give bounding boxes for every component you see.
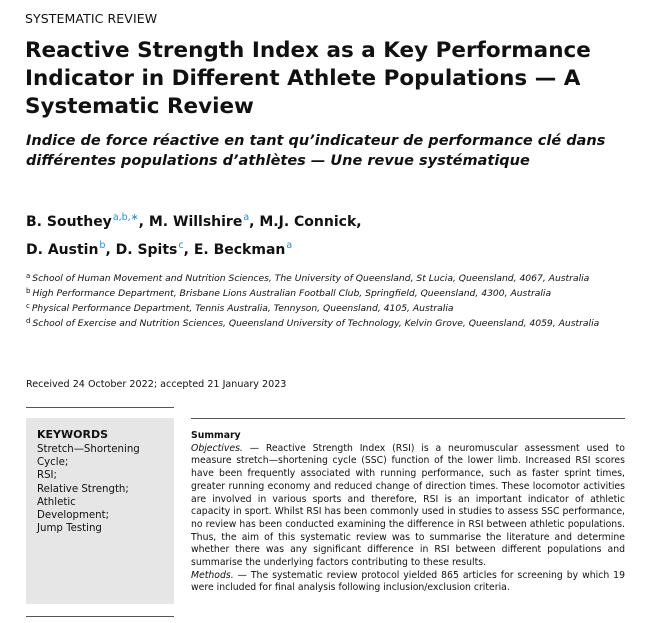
objectives-paragraph xyxy=(191,443,625,570)
keywords-panel xyxy=(26,418,174,604)
keyword-line: Stretch—Shortening xyxy=(37,444,140,455)
keywords-list xyxy=(37,443,140,535)
keyword-line: Relative Strength; xyxy=(37,483,129,495)
author-affiliation-ref[interactable]: c xyxy=(178,240,184,251)
affiliation-text: School of Exercise and Nutrition Sciences, Queensland University of Technology, Kelvin Grove, Queensland, 4059, Australia xyxy=(32,318,600,329)
affiliation-marker: c xyxy=(26,302,30,310)
author-list xyxy=(26,206,626,262)
affiliation xyxy=(26,315,626,330)
affiliation-text: Physical Performance Department, Tennis Australia, Tennyson, Queensland, 4105, Australia xyxy=(31,303,454,314)
author-name: M.J. Connick xyxy=(259,214,357,230)
methods-label: Methods. xyxy=(191,569,234,581)
affiliation xyxy=(26,285,626,300)
author-separator: , xyxy=(105,242,116,258)
received-dates: Received 24 October 2022; accepted 21 January 2023 xyxy=(26,379,287,390)
author-name: B. Southey xyxy=(26,214,112,230)
keyword-line: Jump Testing xyxy=(37,523,102,535)
keyword-line: RSI; xyxy=(37,470,57,482)
affiliation-text: High Performance Department, Brisbane Lions Australian Football Club, Springfield, Queensland, 4300, Australia xyxy=(32,288,552,299)
author-affiliation-ref[interactable]: a,b,∗ xyxy=(112,212,139,223)
author-name: M. Willshire xyxy=(148,214,243,230)
author-affiliation-ref[interactable]: a xyxy=(286,240,293,251)
methods-text: — The systematic review protocol yielded 865 articles for screening by which 19 were included for final analysis following inclusion/exclusion criteria. xyxy=(191,569,625,594)
author-affiliation-ref[interactable]: a xyxy=(243,212,250,223)
author-separator: , xyxy=(249,214,260,230)
author-name: E. Beckman xyxy=(193,242,286,258)
author-name: D. Austin xyxy=(26,242,99,258)
keyword-line: Athletic xyxy=(37,496,76,508)
section-label: SYSTEMATIC REVIEW xyxy=(25,11,158,26)
divider xyxy=(191,418,625,419)
keyword-line: Development; xyxy=(37,510,110,522)
author-separator: , xyxy=(356,214,362,230)
keyword-line: Cycle; xyxy=(37,457,69,469)
article-title: Reactive Strength Index as a Key Performance Indicator in Different Athlete Populations — A Systematic Review xyxy=(25,38,591,119)
divider xyxy=(26,407,174,408)
author-name: D. Spits xyxy=(115,242,178,258)
affiliation xyxy=(26,270,626,285)
affiliation-text: School of Human Movement and Nutrition Sciences, The University of Queensland, St Lucia, Queensland, 4067, Australia xyxy=(32,273,590,284)
affiliation-marker: b xyxy=(26,287,31,295)
affiliation-marker: d xyxy=(26,317,31,325)
summary-heading: Summary xyxy=(191,430,241,441)
summary-section xyxy=(191,430,625,595)
methods-paragraph xyxy=(191,570,625,595)
objectives-text: — Reactive Strength Index (RSI) is a neuromuscular assessment used to measure stretch—shortening cycle (SSC) function of the lower limb. Increased RSI scores have been frequently associated with running performance, such as faster sprint times, greater running economy and reduced change of direction times. These locomotor activities are involved in various sports and therefore, RSI is an important indicator of athletic capacity in sport. Whilst RSI has been commonly used in studies to assess SSC performance, no review has been conducted examining the difference in RSI between athletic populations. Thus, the aim of this systematic review was to summarise the literature and determine whether there was any significant difference in RSI between different populations and summarise the underlying factors contributing to these results. xyxy=(191,442,625,569)
keywords-heading: KEYWORDS xyxy=(37,428,109,441)
objectives-label: Objectives. xyxy=(191,442,243,454)
french-title: Indice de force réactive en tant qu’indicateur de performance clé dans différentes populations d’athlètes — Une revue systématique xyxy=(26,133,606,169)
author-separator: , xyxy=(183,242,194,258)
author-affiliation-ref[interactable]: b xyxy=(99,240,106,251)
affiliation xyxy=(26,300,626,315)
affiliation-list xyxy=(26,270,626,330)
divider xyxy=(26,616,174,617)
affiliation-marker: a xyxy=(26,272,31,280)
author-separator: , xyxy=(138,214,149,230)
